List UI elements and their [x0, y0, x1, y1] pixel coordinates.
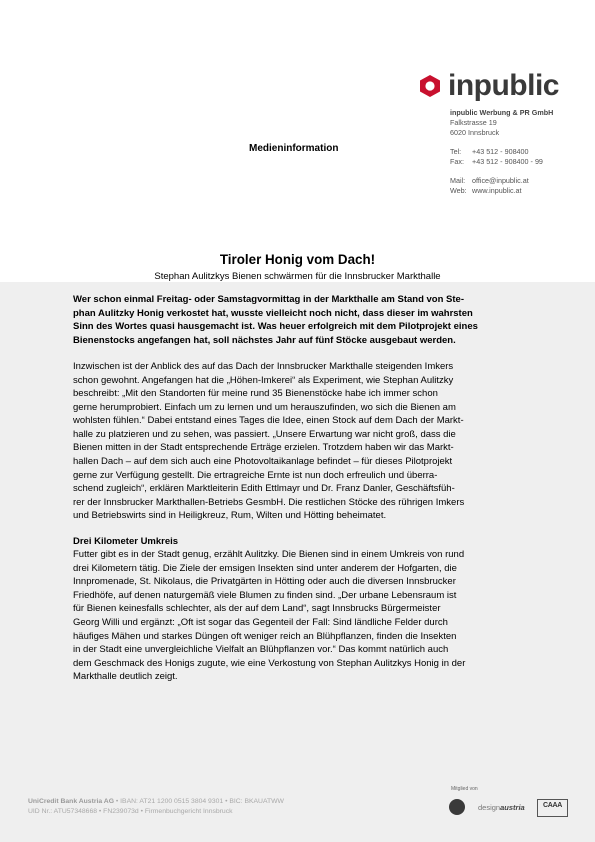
mail-link[interactable]: office@inpublic.at [472, 176, 529, 185]
company-name: inpublic Werbung & PR GmbH [450, 108, 554, 117]
body-line: Inzwischen ist der Anblick des auf das Dach der Innsbrucker Markthalle steigenden Imkers [73, 361, 454, 373]
lead-line: Sinn des Wortes quasi hausgemacht ist. Was heuer erfolgreich mit dem Pilotprojekt eines [73, 321, 478, 333]
contact-block [450, 108, 553, 196]
tel-label: Tel: [450, 147, 462, 156]
document-subtitle: Stephan Aulitzkys Bienen schwärmen für die Innsbrucker Markthalle [154, 271, 441, 282]
footer-line [28, 797, 284, 807]
bank-details: • IBAN: AT21 1200 0515 3804 9301 • BIC: BKAUATWW [113, 798, 284, 805]
footer-bank-info [28, 797, 284, 816]
article-body [73, 293, 523, 684]
designaustria-suffix: austria [500, 803, 525, 812]
web-row [450, 186, 553, 196]
member-label: Mitglied von [451, 786, 478, 792]
company-logo [418, 68, 559, 104]
body-paragraph [73, 548, 523, 683]
body-line: und Betriebswirts sind in Heiligkreuz, Rum, Wilten und Hötting beheimatet. [73, 510, 387, 522]
body-line: Innpromenade, St. Nikolaus, die Privatgärten in Hötting oder auch die diversen Innsbrucker [73, 576, 456, 588]
section-heading: Drei Kilometer Umkreis [73, 535, 179, 547]
street-address: Falkstrasse 19 [450, 118, 497, 127]
footer-line: UID Nr.: ATU57348668 • FN239073d • Firmenbuchgericht Innsbruck [28, 807, 233, 815]
bank-name: UniCredit Bank Austria AG [28, 798, 114, 805]
web-link[interactable]: www.inpublic.at [472, 186, 522, 195]
fax-value: +43 512 - 908400 - 99 [472, 157, 543, 166]
logo-wordmark: inpublic [448, 69, 559, 102]
web-label: Web: [450, 186, 467, 195]
lead-paragraph [73, 293, 523, 347]
body-line: Friedhöfe, auf denen naturgemäß viele Blumen zu finden sind. „Der urbane Lebensraum ist [73, 589, 457, 601]
fax-row [450, 157, 553, 167]
designaustria-logo [478, 803, 525, 812]
city-address: 6020 Innsbruck [450, 128, 500, 137]
body-paragraph [73, 360, 523, 523]
mail-label: Mail: [450, 176, 466, 185]
caaa-logo: CAAA [537, 799, 568, 817]
body-line: schon gewohnt. Angefangen hat die „Höhen-Imkerei“ als Experiment, wie Stephan Aulitzky [73, 374, 454, 386]
body-line: für Bienen keinesfalls schlechter, als der auf dem Land“, sagt Innsbrucks Bürgermeister [73, 603, 441, 615]
lead-line: Wer schon einmal Freitag- oder Samstagvormittag in der Markthalle am Stand von Ste- [73, 294, 464, 305]
lead-line: phan Aulitzky Honig verkostet hat, wusste vielleicht noch nicht, dass dieser im wahrsten [73, 307, 473, 319]
body-line: wohlsten fühlen.“ Dabei entstand eines Tages die Idee, einen Stock auf dem Dach der Markt- [73, 415, 464, 427]
body-line: häufiges Mähen und starkes Düngen oft weniger reich an Blühpflanzen, finden die Insekten [73, 630, 457, 642]
body-line: Markthalle deutlich zeigt. [73, 671, 178, 683]
document-title: Tiroler Honig vom Dach! [219, 252, 376, 267]
mail-row [450, 176, 553, 186]
lead-line: Bienenstocks angefangen hat, soll nächstes Jahr auf fünf Stöcke ausgebaut werden. [73, 334, 456, 346]
body-line: drei Kilometern tätig. Die Ziele der emsigen Insekten sind unter anderem der Hofgarten, die [73, 562, 457, 574]
member-logo-circle-icon [449, 799, 465, 815]
document-label: Medieninformation [249, 143, 339, 154]
body-line: Georg Willi und ergänzt: „Oft ist sogar das Gegenteil der Fall: Sind ländliche Felder durch [73, 617, 448, 629]
body-line: hallen Dach – auf dem sich auch eine Photovoltaikanlage befindet – für dieses Pilotprojekt [73, 456, 453, 468]
fax-label: Fax: [450, 157, 464, 166]
body-line: Bienen mitten in der Stadt entsprechende Erträge erzielen. Trotzdem haben wir das Markt- [73, 442, 454, 454]
body-line: gerne zur Verfügung gestellt. Die ertragreiche Ernte ist nun doch erfreulich und überra- [73, 469, 438, 481]
body-line: Futter gibt es in der Stadt genug, erzählt Aulitzky. Die Bienen sind in einem Umkreis von rund [73, 549, 465, 561]
body-line: dem Geschmack des Honigs zugute, wie eine Verkostung von Stephan Aulitzkys Honig in der [73, 657, 466, 669]
tel-value: +43 512 - 908400 [472, 147, 529, 156]
body-line: rer der Innsbrucker Markthallen-Betriebs GesmbH. Die restlichen Stöcke des rührigen Imkers [73, 496, 465, 508]
designaustria-prefix: design [478, 803, 501, 812]
body-line: halle zu platzieren und zu sehen, was passiert. „Unsere Erwartung war nicht groß, dass die [73, 428, 456, 440]
hexagon-logo-icon [418, 74, 442, 98]
body-line: beschreibt: „Mit den Standorten für meine rund 35 Bienenstöcke habe ich immer schon [73, 388, 438, 400]
body-line: schend zugleich“, erklären Marktleiterin Edith Ettlmayr und Dr. Franz Danler, Geschäftsfüh- [73, 483, 455, 495]
body-line: in der Stadt eine unvergleichliche Vielfalt an Blühpflanzen vor.“ Das kommt natürlich auch [73, 644, 449, 656]
tel-row [450, 147, 553, 157]
body-line: gerne herumprobiert. Einfach um zu lernen und um herauszufinden, wo sich die Bienen am [73, 401, 456, 413]
